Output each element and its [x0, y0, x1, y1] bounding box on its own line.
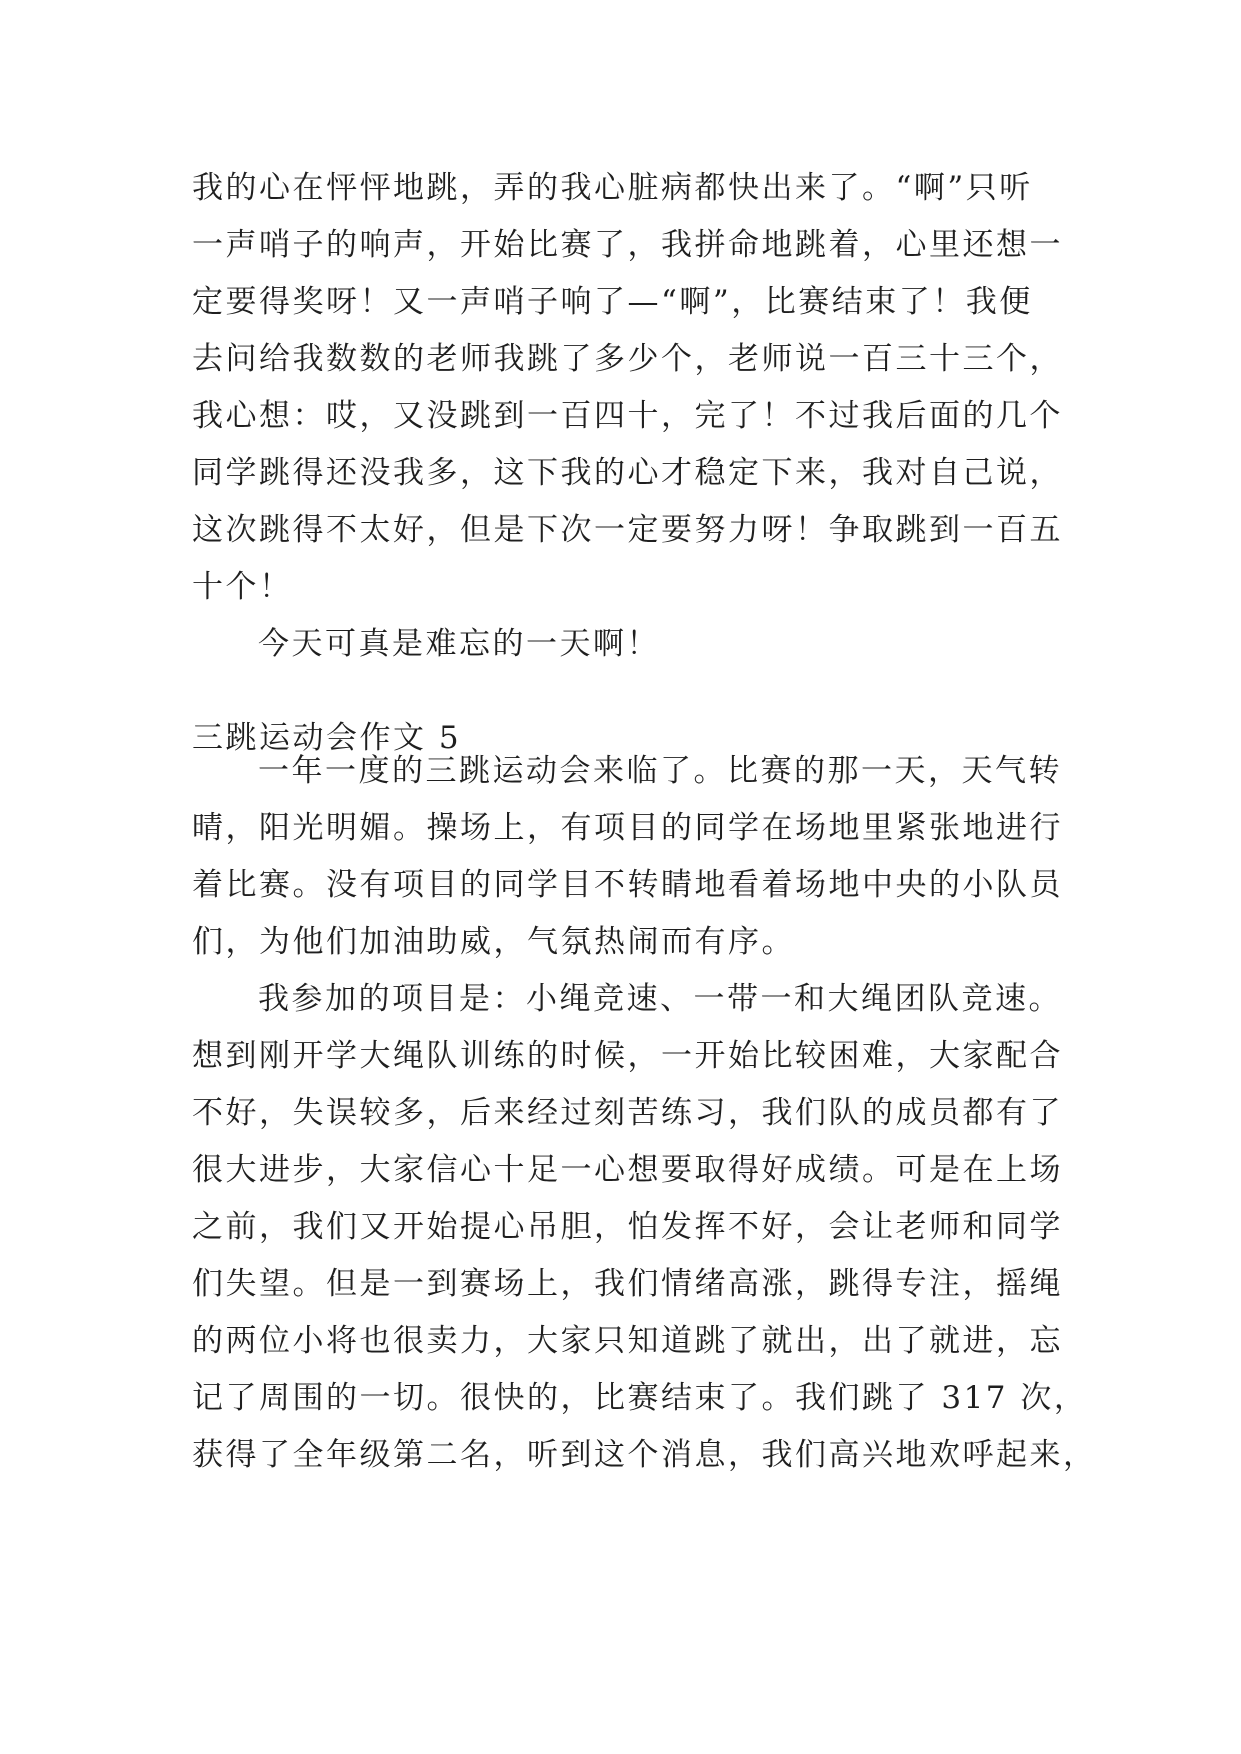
paragraph-line: 之前，我们又开始提心吊胆，怕发挥不好，会让老师和同学 — [192, 1209, 1063, 1245]
paragraph-line: 记了周围的一切。很快的，比赛结束了。我们跳了 317 次， — [192, 1380, 1088, 1416]
paragraph-line: 我心想：哎，又没跳到一百四十，完了！不过我后面的几个 — [192, 398, 1063, 434]
paragraph-line: 很大进步，大家信心十足一心想要取得好成绩。可是在上场 — [192, 1152, 1063, 1188]
essay-heading: 三跳运动会作文 5 — [192, 720, 462, 756]
essay-section-5 — [192, 743, 1097, 1484]
essay-section-continued — [192, 160, 1072, 673]
paragraph-line: 去问给我数数的老师我跳了多少个，老师说一百三十三个， — [192, 341, 1063, 377]
paragraph-line: 定要得奖呀！又一声哨子响了—“啊”，比赛结束了！我便 — [192, 284, 1033, 320]
paragraph-line: 十个！ — [192, 569, 293, 605]
paragraph-line: 的两位小将也很卖力，大家只知道跳了就出，出了就进，忘 — [192, 1323, 1063, 1359]
paragraph-line: 一年一度的三跳运动会来临了。比赛的那一天，天气转 — [258, 753, 1062, 789]
paragraph-line: 获得了全年级第二名，听到这个消息，我们高兴地欢呼起来， — [192, 1437, 1097, 1473]
paragraph-line: 们失望。但是一到赛场上，我们情绪高涨，跳得专注，摇绳 — [192, 1266, 1063, 1302]
paragraph-line: 同学跳得还没我多，这下我的心才稳定下来，我对自己说， — [192, 455, 1063, 491]
paragraph-line: 一声哨子的响声，开始比赛了，我拼命地跳着，心里还想一 — [192, 227, 1063, 263]
paragraph-line: 今天可真是难忘的一天啊！ — [258, 626, 660, 662]
paragraph-line: 着比赛。没有项目的同学目不转睛地看着场地中央的小队员 — [192, 867, 1063, 903]
paragraph-line: 我的心在怦怦地跳，弄的我心脏病都快出来了。“啊”只听 — [192, 170, 1033, 206]
paragraph-line: 这次跳得不太好，但是下次一定要努力呀！争取跳到一百五 — [192, 512, 1063, 548]
paragraph-line: 晴，阳光明媚。操场上，有项目的同学在场地里紧张地进行 — [192, 810, 1063, 846]
paragraph-line: 我参加的项目是：小绳竞速、一带一和大绳团队竞速。 — [258, 981, 1062, 1017]
paragraph-line: 不好，失误较多，后来经过刻苦练习，我们队的成员都有了 — [192, 1095, 1063, 1131]
paragraph-line: 们，为他们加油助威，气氛热闹而有序。 — [192, 924, 795, 960]
paragraph-line: 想到刚开学大绳队训练的时候，一开始比较困难，大家配合 — [192, 1038, 1063, 1074]
